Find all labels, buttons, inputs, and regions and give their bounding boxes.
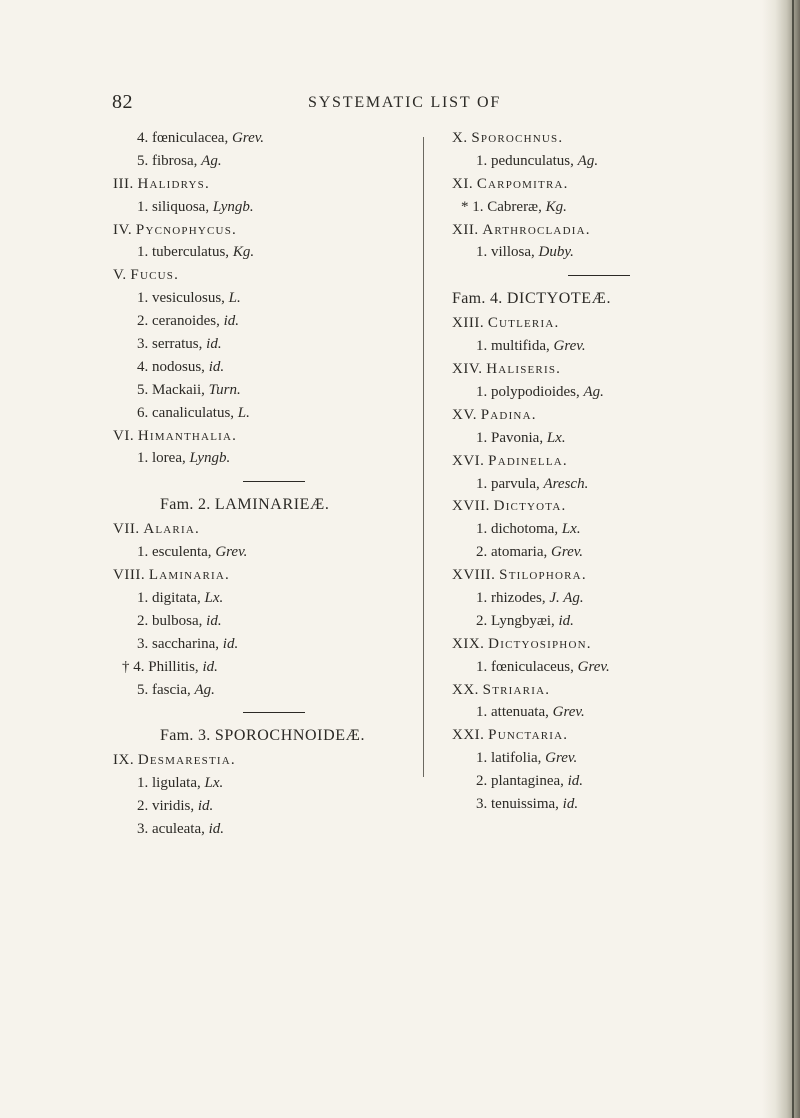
genus-name: Carpomitra.: [476, 175, 569, 192]
species-author: Grev.: [553, 338, 586, 355]
species-name: latifolia,: [491, 750, 542, 767]
species-entry: [112, 610, 432, 633]
genus-heading: [112, 564, 432, 587]
species-number: 1.: [137, 450, 149, 467]
genus-heading: [451, 724, 771, 747]
genus-heading: [451, 564, 771, 587]
species-number: 1.: [137, 198, 149, 215]
species-number: 5.: [137, 152, 149, 169]
species-author: L.: [228, 290, 241, 307]
species-number: 1.: [476, 704, 488, 721]
species-number: 1.: [476, 590, 488, 607]
genus-name: Punctaria.: [488, 727, 569, 744]
species-name: serratus,: [152, 336, 203, 353]
species-number: 3.: [137, 635, 149, 652]
species-entry: [112, 333, 432, 356]
species-name: vesiculosus,: [152, 290, 225, 307]
species-entry: [112, 356, 432, 379]
species-number: 1.: [137, 244, 149, 261]
genus-name: Pycnophycus.: [135, 221, 237, 238]
species-name: fascia,: [152, 681, 191, 698]
species-number: 2.: [476, 773, 488, 790]
species-name: Lyngbyæi,: [491, 612, 555, 629]
genus-heading: [451, 173, 771, 196]
species-entry: [451, 610, 771, 633]
species-author: Grev.: [550, 544, 584, 561]
species-entry: [451, 427, 771, 450]
species-author: Lx.: [561, 521, 581, 538]
species-name: atomaria,: [491, 544, 548, 561]
species-name: lorea,: [152, 450, 186, 467]
species-number: 2.: [476, 544, 488, 561]
species-entry: [112, 402, 432, 425]
genus-name: Dictyosiphon.: [488, 635, 592, 652]
species-entry: [112, 127, 432, 150]
species-number: 1.: [476, 475, 488, 492]
species-name: siliquosa,: [152, 198, 210, 215]
species-number: 1.: [137, 775, 149, 792]
genus-name: Sporochnus.: [471, 130, 564, 146]
species-author: id.: [558, 612, 574, 629]
family-name: LAMINARIEÆ.: [214, 496, 330, 514]
species-author: id.: [206, 336, 222, 353]
species-author: Grev.: [231, 130, 265, 146]
species-name: viridis,: [152, 798, 195, 815]
species-number: 2.: [137, 313, 149, 330]
genus-name: Cutleria.: [487, 315, 560, 332]
species-entry: [112, 772, 432, 795]
species-entry: [451, 587, 771, 610]
species-name: Pavonia,: [491, 429, 544, 446]
species-entry: [451, 473, 771, 496]
species-name: rhizodes,: [491, 590, 546, 607]
species-entry: [112, 587, 432, 610]
species-author: Ag.: [577, 152, 599, 169]
species-author: Kg.: [545, 198, 567, 215]
genus-numeral: III.: [113, 175, 134, 192]
species-name: canaliculatus,: [152, 404, 235, 421]
species-author: id.: [208, 358, 225, 375]
species-number: 4.: [133, 658, 145, 675]
species-number: 1.: [137, 290, 149, 307]
running-title: SYSTEMATIC LIST OF: [308, 94, 502, 111]
species-author: Grev.: [215, 544, 248, 561]
species-name: parvula,: [491, 475, 540, 492]
species-name: Mackaii,: [152, 381, 205, 398]
species-mark: †: [122, 658, 130, 675]
species-author: Kg.: [232, 244, 255, 261]
genus-name: Himanthalia.: [137, 427, 238, 444]
genus-heading: [451, 404, 771, 427]
genus-heading: [451, 633, 771, 656]
genus-name: Laminaria.: [148, 567, 230, 584]
species-number: 5.: [137, 681, 149, 698]
genus-numeral: XVI.: [452, 452, 485, 469]
genus-numeral: XXI.: [452, 727, 485, 744]
species-author: Ag.: [194, 681, 215, 698]
genus-heading: [451, 358, 771, 381]
species-author: L.: [237, 404, 250, 421]
species-entry: [112, 196, 432, 219]
species-name: attenuata,: [491, 704, 549, 721]
species-name: saccharina,: [152, 635, 220, 652]
genus-heading: [451, 312, 771, 335]
species-entry: [451, 793, 771, 816]
species-author: id.: [197, 798, 214, 815]
species-number: 1.: [476, 658, 488, 675]
family-name: SPOROCHNOIDEÆ.: [214, 727, 366, 745]
species-author: Grev.: [577, 658, 610, 675]
genus-numeral: XVIII.: [452, 567, 496, 584]
genus-numeral: VI.: [113, 427, 135, 444]
genus-numeral: XIII.: [452, 315, 485, 332]
genus-heading: [112, 264, 432, 287]
genus-heading: [451, 219, 771, 242]
species-name: multifida,: [491, 338, 550, 355]
genus-numeral: XI.: [452, 175, 474, 192]
species-name: plantaginea,: [491, 773, 564, 790]
species-number: 6.: [137, 404, 149, 421]
left-column: [112, 127, 432, 841]
genus-heading: [112, 425, 432, 448]
species-author: id.: [567, 773, 584, 790]
species-entry: [451, 541, 771, 564]
species-name: esculenta,: [152, 544, 212, 561]
genus-numeral: IV.: [113, 221, 133, 238]
species-entry: [112, 150, 432, 173]
species-entry: [112, 241, 432, 264]
species-name: Phillitis,: [148, 658, 199, 675]
genus-numeral: X.: [452, 130, 468, 146]
species-number: 5.: [137, 381, 149, 398]
species-name: bulbosa,: [152, 612, 203, 629]
species-name: tenuissima,: [491, 796, 559, 813]
genus-name: Striaria.: [482, 681, 551, 698]
genus-numeral: XII.: [452, 221, 479, 238]
species-number: 1.: [476, 152, 488, 169]
genus-heading: [451, 495, 771, 518]
species-number: 1.: [476, 338, 488, 355]
species-entry: [112, 679, 432, 702]
species-number: 1.: [476, 750, 488, 767]
genus-numeral: XX.: [452, 681, 479, 698]
genus-heading: [451, 450, 771, 473]
section-separator: [243, 712, 305, 713]
species-author: id.: [202, 658, 218, 675]
genus-name: Arthrocladia.: [482, 221, 591, 238]
species-entry: [112, 287, 432, 310]
species-name: dichotoma,: [491, 521, 559, 538]
genus-name: Haliseris.: [486, 361, 562, 378]
species-entry: [451, 770, 771, 793]
genus-heading: [112, 518, 432, 541]
page-number: 82: [112, 91, 133, 113]
genus-numeral: XIX.: [452, 635, 485, 652]
genus-heading: [451, 679, 771, 702]
species-number: 1.: [476, 521, 488, 538]
species-entry: [112, 447, 432, 470]
species-number: 1.: [137, 590, 149, 607]
genus-heading: [112, 749, 432, 772]
species-name: nodosus,: [152, 358, 205, 375]
species-entry: [112, 818, 432, 841]
genus-numeral: V.: [113, 267, 127, 284]
species-entry: [112, 795, 432, 818]
species-entry: [451, 701, 771, 724]
species-name: tuberculatus,: [152, 244, 230, 261]
species-name: pedunculatus,: [491, 152, 574, 169]
species-author: Lx.: [204, 775, 224, 792]
species-name: villosa,: [491, 244, 535, 261]
genus-name: Padinella.: [488, 452, 568, 469]
species-author: Lyngb.: [189, 450, 231, 467]
species-author: id.: [562, 796, 579, 813]
species-number: 3.: [476, 796, 488, 813]
species-entry: [451, 196, 771, 219]
family-heading: [112, 492, 432, 518]
genus-name: Desmarestia.: [137, 752, 236, 769]
species-name: fœniculacea,: [152, 130, 229, 146]
species-author: id.: [222, 635, 239, 652]
genus-name: Dictyota.: [493, 498, 567, 515]
genus-numeral: VII.: [113, 521, 140, 538]
family-label: Fam. 3.: [160, 727, 211, 745]
species-entry: [112, 633, 432, 656]
family-heading: [112, 723, 432, 749]
species-entry: [451, 150, 771, 173]
species-author: Aresch.: [543, 475, 589, 492]
species-entry: [112, 379, 432, 402]
species-entry: [451, 335, 771, 358]
species-number: 2.: [137, 798, 149, 815]
species-entry: [451, 656, 771, 679]
species-entry: [451, 381, 771, 404]
species-name: ceranoides,: [152, 313, 220, 330]
section-separator: [243, 481, 305, 482]
species-author: Lyngb.: [212, 198, 254, 215]
species-name: fibrosa,: [152, 152, 198, 169]
family-label: Fam. 4.: [452, 290, 503, 308]
species-number: 2.: [476, 612, 488, 629]
family-label: Fam. 2.: [160, 496, 211, 514]
genus-name: Padina.: [480, 406, 537, 423]
species-number: 1.: [476, 244, 488, 261]
species-author: Grev.: [545, 750, 578, 767]
species-author: id.: [206, 612, 222, 629]
species-name: fœniculaceus,: [491, 658, 574, 675]
species-entry: [451, 747, 771, 770]
species-number: 1.: [472, 198, 484, 215]
genus-heading: [112, 173, 432, 196]
genus-heading: [451, 127, 771, 150]
species-mark: *: [461, 198, 469, 215]
species-entry: [112, 310, 432, 333]
genus-numeral: VIII.: [113, 567, 146, 584]
genus-name: Fucus.: [130, 267, 180, 284]
species-author: Turn.: [208, 381, 241, 398]
species-number: 1.: [476, 429, 488, 446]
species-number: 3.: [137, 336, 149, 353]
genus-name: Stilophora.: [499, 567, 587, 584]
species-author: id.: [223, 313, 240, 330]
genus-heading: [112, 219, 432, 242]
species-name: Cabreræ,: [487, 198, 542, 215]
genus-numeral: XV.: [452, 406, 477, 423]
genus-numeral: XIV.: [452, 361, 483, 378]
species-name: aculeata,: [152, 821, 205, 838]
species-number: 4.: [137, 358, 149, 375]
genus-name: Halidrys.: [137, 175, 210, 192]
species-author: Grev.: [552, 704, 585, 721]
species-author: Duby.: [538, 244, 574, 261]
right-column: [451, 127, 771, 816]
species-entry: [112, 541, 432, 564]
species-entry: [451, 518, 771, 541]
column-divider: [423, 137, 424, 777]
species-number: 2.: [137, 612, 149, 629]
genus-numeral: IX.: [113, 752, 135, 769]
family-heading: [451, 286, 771, 312]
species-author: Lx.: [546, 429, 566, 446]
family-name: DICTYOTEÆ.: [506, 290, 612, 308]
species-number: 1.: [476, 384, 488, 401]
species-number: 3.: [137, 821, 149, 838]
species-name: ligulata,: [152, 775, 201, 792]
species-author: Ag.: [583, 384, 604, 401]
species-author: id.: [208, 821, 225, 838]
species-name: digitata,: [152, 590, 201, 607]
species-name: polypodioides,: [491, 384, 580, 401]
species-author: Lx.: [204, 590, 224, 607]
genus-numeral: XVII.: [452, 498, 490, 515]
species-entry: [451, 241, 771, 264]
section-separator: [568, 275, 630, 276]
page-edge-line: [792, 0, 794, 1118]
genus-name: Alaria.: [143, 521, 200, 538]
species-entry: [112, 656, 432, 679]
species-number: 4.: [137, 130, 149, 146]
species-author: Ag.: [201, 152, 222, 169]
page-header: [112, 91, 740, 115]
species-number: 1.: [137, 544, 149, 561]
species-author: J. Ag.: [549, 590, 584, 607]
